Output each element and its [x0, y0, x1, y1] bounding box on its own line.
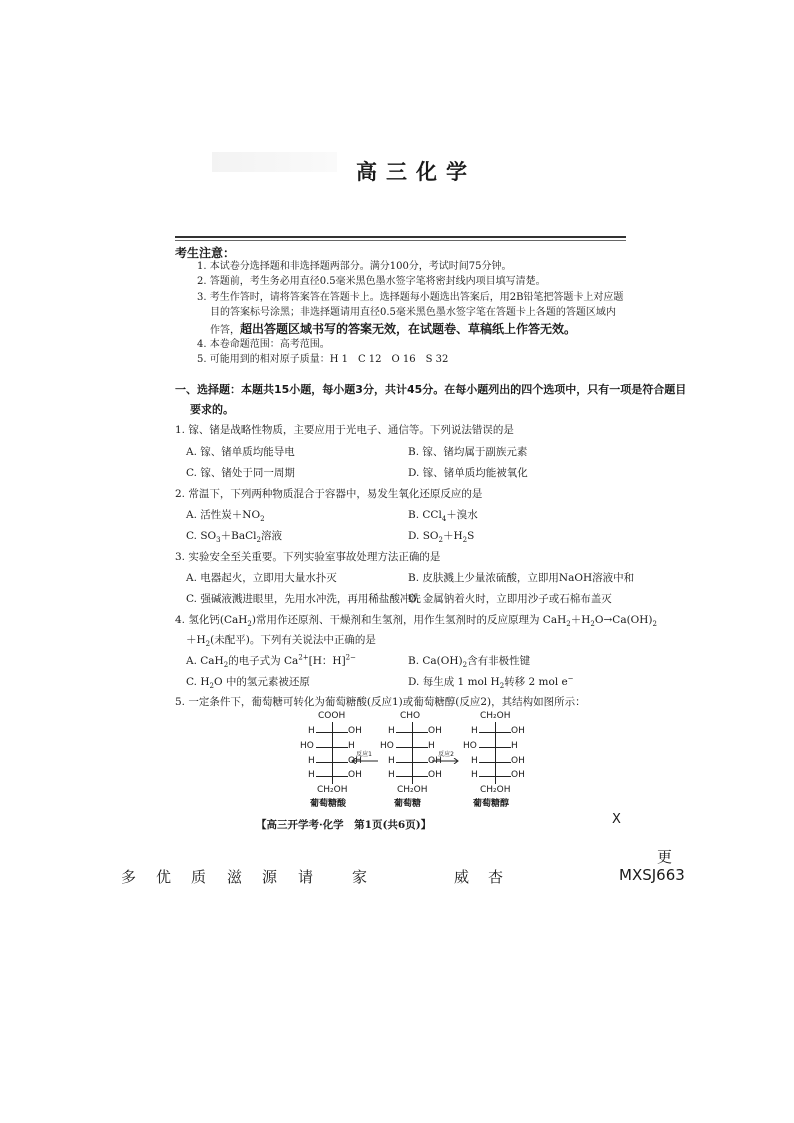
watermark-code: MXSJ663: [619, 866, 685, 884]
q5-stem: 5. 一定条件下，葡萄糖可转化为葡萄糖酸(反应1)或葡萄糖醇(反应2)，其结构如图所示：: [175, 696, 586, 708]
reaction1-arrow: [350, 749, 378, 764]
header-rule: [175, 236, 626, 238]
glucose-name: 葡萄糖: [394, 799, 422, 809]
notice-item-3-end: [210, 318, 576, 337]
watermark-char-3: 质: [191, 868, 207, 886]
q4-line2-text1: ＋H: [186, 634, 206, 646]
glucitol-r3-right: OH: [511, 756, 525, 766]
q4-line2-text2: (未配平)。下列有关说法中正确的是: [210, 634, 376, 646]
glucose-r2-left: HO: [380, 741, 394, 751]
watermark-char-5: 源: [262, 868, 278, 886]
q2-option-a: [186, 507, 265, 523]
q3-option-c: C. 强碱液溅进眼里，先用水冲洗，再用稀盐酸冲洗: [186, 593, 421, 605]
section-heading: 一、选择题：本题共15小题，每小题3分，共计45分。在每小题列出的四个选项中，只有一项是符合题目: [175, 383, 687, 396]
glucose-bottom-group: CH₂OH: [397, 785, 428, 795]
q2-a-text: A. 活性炭＋NO: [186, 509, 261, 521]
q2-a-sub: 2: [260, 515, 265, 524]
glucose-r2-right: H: [428, 741, 435, 751]
glucitol-top-group: CH₂OH: [480, 711, 511, 721]
reaction1-label: 反应1: [356, 751, 372, 758]
q2-option-b: [408, 507, 478, 523]
q2-c-text3: 溶液: [260, 530, 282, 542]
x-mark: X: [612, 812, 621, 827]
q4-d-text1: D. 每生成 1 mol H: [408, 676, 500, 688]
q4-d-text2: 转移 2 mol e: [504, 676, 568, 688]
reaction2-label: 反应2: [438, 751, 454, 758]
q2-c-text2: ＋BaCl: [220, 530, 257, 542]
acid-r4-left: H: [308, 770, 315, 780]
watermark-char-6: 请: [298, 868, 314, 886]
glucitol-bottom-group: CH₂OH: [480, 785, 511, 795]
section-heading-cont: 要求的。: [190, 403, 234, 416]
acid-r2-right: H: [348, 741, 355, 751]
page-title: 高三化学: [356, 159, 476, 184]
q4-stem-text2: )常用作还原剂、干燥剂和生氢剂，用作生氢剂时的反应原理为 CaH: [251, 614, 567, 626]
q3-option-b: B. 皮肤溅上少量浓硫酸，立即用NaOH溶液中和: [408, 572, 635, 584]
q4-stem-text4: O→Ca(OH): [594, 614, 653, 626]
watermark-char-4: 滋: [227, 868, 243, 886]
glucose-r3-left: H: [388, 756, 395, 766]
notice-item-5: 5. 可能用到的相对原子质量：H 1 C 12 O 16 S 32: [197, 354, 449, 365]
q4-d-sub: 2: [499, 682, 505, 691]
q4-option-b: [408, 653, 530, 669]
q2-stem: 2. 常温下，下列两种物质混合于容器中，易发生氧化还原反应的是: [175, 488, 483, 500]
q2-c-sub2: 2: [256, 536, 261, 545]
glucose-r1-bond: [396, 732, 428, 733]
glucose-r4-left: H: [388, 770, 395, 780]
q1-stem: 1. 镓、锗是战略性物质，主要应用于光电子、通信等。下列说法错误的是: [175, 424, 514, 436]
q4-line2-sub: 2: [205, 640, 211, 649]
q2-d-text2: ＋H: [443, 530, 463, 542]
q1-option-d: D. 镓、锗单质均能被氧化: [408, 467, 528, 479]
q4-d-sup: −: [567, 674, 574, 683]
notice-item-3-cont: 目的答案标号涂黑；非选择题请用直径0.5毫米黑色墨水签字笔在答题卡上各题的答题区域内: [210, 307, 616, 318]
watermark-char-2: 优: [156, 868, 172, 886]
watermark-char-1: 多: [121, 868, 137, 886]
glucose-r1-right: OH: [428, 726, 442, 736]
glucitol-r3-left: H: [471, 756, 478, 766]
acid-r4-bond: [316, 776, 348, 777]
glucitol-r3-bond: [479, 762, 511, 763]
glucitol-r4-bond: [479, 776, 511, 777]
watermark-char-9: 杏: [488, 868, 504, 886]
q4-stem-sub3: 2: [590, 620, 595, 629]
watermark-top-right: 更: [657, 848, 673, 866]
structure-glucitol: [461, 711, 541, 809]
notice-item-4: 4. 本卷命题范围：高考范围。: [197, 339, 330, 350]
q3-option-d: D. 金属钠着火时，立即用沙子或石棉布盖灭: [408, 593, 612, 605]
q2-option-d: [408, 528, 474, 544]
q4-a-sub: 2: [223, 661, 229, 670]
acid-name: 葡萄糖酸: [310, 799, 347, 809]
q2-d-text: D. SO: [408, 530, 439, 542]
notice-item-3: 3. 考生作答时，请将答案答在答题卡上。选择题每小题选出答案后，用2B铅笔把答题卡上对应题: [197, 292, 624, 303]
glucose-r4-bond: [396, 776, 428, 777]
glucitol-r2-left: HO: [463, 741, 477, 751]
q4-c-sub: 2: [209, 682, 214, 691]
q4-c-text2: O 中的氢元素被还原: [213, 676, 310, 688]
glucose-r2-bond: [396, 747, 428, 748]
acid-r1-left: H: [308, 726, 315, 736]
acid-bottom-group: CH₂OH: [317, 785, 348, 795]
q4-a-sup2: 2−: [345, 653, 356, 662]
q4-stem-sub2: 2: [566, 620, 571, 629]
q2-b-sub: 4: [441, 515, 447, 524]
glucitol-r4-right: OH: [511, 770, 525, 780]
q3-option-a: A. 电器起火，立即用大量水扑灭: [186, 572, 337, 584]
glucose-top-group: CHO: [400, 711, 421, 721]
arrow-right-icon: [432, 758, 460, 764]
q4-stem-sub4: 2: [652, 620, 658, 629]
q4-stem-text1: 4. 氢化钙(CaH: [175, 614, 248, 626]
q1-option-b: B. 镓、锗均属于副族元素: [408, 446, 528, 458]
q4-a-text3: [H：H]: [308, 655, 346, 667]
q2-b-text: B. CCl: [408, 509, 442, 521]
watermark-char-8: 威: [454, 868, 470, 886]
glucitol-r1-right: OH: [511, 726, 525, 736]
q4-option-a: [186, 653, 356, 669]
q4-stem: [175, 612, 657, 628]
notice-item-3-end-text: 作答，: [210, 325, 240, 336]
glucose-r1-left: H: [388, 726, 395, 736]
q2-c-text: C. SO: [186, 530, 217, 542]
glucitol-name: 葡萄糖醇: [473, 799, 510, 809]
q4-c-text1: C. H: [186, 676, 210, 688]
q2-b-text2: ＋溴水: [446, 509, 478, 521]
notice-heading: 考生注意：: [175, 246, 236, 260]
q2-option-c: [186, 528, 282, 544]
arrow-left-icon: [350, 758, 378, 764]
acid-r3-right: OH: [348, 756, 362, 766]
scan-smudge: [212, 152, 337, 172]
glucose-r4-right: OH: [428, 770, 442, 780]
header-rule-thin: [175, 240, 626, 241]
acid-r2-bond: [316, 747, 348, 748]
q2-d-sub1: 2: [438, 536, 443, 545]
q2-c-sub1: 3: [216, 536, 221, 545]
q1-option-c: C. 镓、锗处于同一周期: [186, 467, 295, 479]
acid-r1-bond: [316, 732, 348, 733]
q3-stem: 3. 实验安全至关重要。下列实验室事故处理方法正确的是: [175, 551, 441, 563]
glucose-r3-right: OH: [428, 756, 442, 766]
q1-option-a: A. 镓、锗单质均能导电: [186, 446, 295, 458]
glucose-r3-bond: [396, 762, 428, 763]
acid-r4-right: OH: [348, 770, 362, 780]
notice-item-2: 2. 答题前，考生务必用直径0.5毫米黑色墨水签字笔将密封线内项目填写清楚。: [197, 276, 546, 287]
q4-b-text2: 含有非极性键: [467, 655, 531, 667]
glucitol-r2-right: H: [511, 741, 518, 751]
glucitol-r2-bond: [479, 747, 511, 748]
q2-d-text3: S: [467, 530, 475, 542]
reaction2-arrow: [432, 749, 460, 764]
q4-stem-text3: ＋H: [570, 614, 591, 626]
notice-bold-warning: 超出答题区域书写的答案无效，在试题卷、草稿纸上作答无效。: [240, 322, 577, 336]
q4-b-sub: 2: [462, 661, 468, 670]
q4-option-c: [186, 674, 310, 690]
q4-a-text1: A. CaH: [186, 655, 224, 667]
acid-r2-left: HO: [300, 741, 314, 751]
notice-item-1: 1. 本试卷分选择题和非选择题两部分。满分100分，考试时间75分钟。: [197, 261, 512, 272]
q2-d-sub2: 2: [462, 536, 468, 545]
page-footer: 【高三开学考·化学 第1页(共6页)】: [256, 819, 432, 831]
glucitol-r1-bond: [479, 732, 511, 733]
glucitol-r1-left: H: [471, 726, 478, 736]
q4-stem-line2: [186, 632, 376, 648]
acid-r3-bond: [316, 762, 348, 763]
watermark-char-7: 家: [352, 868, 368, 886]
q4-b-text1: B. Ca(OH): [408, 655, 463, 667]
acid-r1-right: OH: [348, 726, 362, 736]
q4-stem-sub1: 2: [247, 620, 252, 629]
q4-a-text2: 的电子式为 Ca: [228, 655, 299, 667]
q4-a-sup1: 2+: [298, 653, 309, 662]
glucitol-r4-left: H: [471, 770, 478, 780]
q4-option-d: [408, 674, 574, 690]
acid-top-group: COOH: [318, 711, 346, 721]
acid-r3-left: H: [308, 756, 315, 766]
